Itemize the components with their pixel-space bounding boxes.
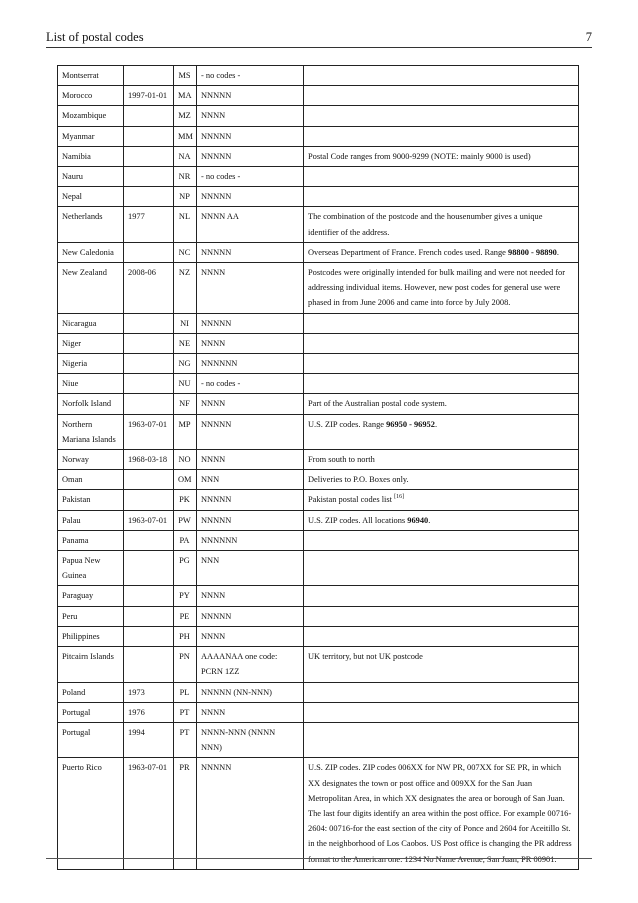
format-cell: NNN [197, 470, 304, 490]
table-row [58, 66, 579, 86]
date-cell [124, 187, 174, 207]
iso-code-cell: PE [174, 606, 197, 626]
notes-cell [304, 414, 579, 449]
country-cell: Niue [58, 374, 124, 394]
format-cell: NNNNN [197, 146, 304, 166]
country-cell: Philippines [58, 626, 124, 646]
notes-cell [304, 647, 579, 682]
iso-code-cell: NA [174, 146, 197, 166]
date-cell [124, 66, 174, 86]
iso-code-cell: NZ [174, 263, 197, 314]
country-cell: Nigeria [58, 354, 124, 374]
country-cell: Palau [58, 510, 124, 530]
format-cell: NNNNN [197, 606, 304, 626]
iso-code-cell: NC [174, 242, 197, 262]
country-cell: Pakistan [58, 490, 124, 510]
date-cell [124, 354, 174, 374]
format-cell: NNNNN [197, 490, 304, 510]
table-row [58, 313, 579, 333]
country-cell: Nauru [58, 167, 124, 187]
notes-text: Deliveries to P.O. Boxes only. [308, 475, 409, 485]
country-cell: Montserrat [58, 66, 124, 86]
iso-code-cell: PH [174, 626, 197, 646]
country-cell: Northern Mariana Islands [58, 414, 124, 449]
format-cell: NNNN [197, 333, 304, 353]
format-cell: NNNN [197, 394, 304, 414]
notes-cell [304, 530, 579, 550]
table-row [58, 126, 579, 146]
format-cell: NNNNN [197, 187, 304, 207]
table-row [58, 626, 579, 646]
notes-suffix: . [428, 515, 431, 525]
notes-text: Postal Code ranges from 9000-9299 (NOTE: mainly 9000 is used) [308, 151, 531, 161]
iso-code-cell: PA [174, 530, 197, 550]
notes-suffix: . [434, 419, 438, 429]
page-header [46, 30, 592, 46]
table-row [58, 167, 579, 187]
format-cell: NNNN [197, 586, 304, 606]
notes-cell [304, 702, 579, 722]
iso-code-cell: NF [174, 394, 197, 414]
country-cell: Myanmar [58, 126, 124, 146]
date-cell [124, 606, 174, 626]
format-cell: NNNNN [197, 313, 304, 333]
format-cell: NNNN [197, 263, 304, 314]
notes-text: The combination of the postcode and the housenumber gives a unique identifier of the address. [308, 212, 543, 237]
notes-cell [304, 263, 579, 314]
iso-code-cell: PR [174, 758, 197, 869]
table-row [58, 470, 579, 490]
format-cell: NNNN [197, 702, 304, 722]
table-row [58, 606, 579, 626]
notes-cell [304, 66, 579, 86]
notes-range: 96940 [407, 515, 429, 525]
format-cell: - no codes - [197, 66, 304, 86]
date-cell [124, 167, 174, 187]
format-cell: NNNNN [197, 414, 304, 449]
table-row [58, 551, 579, 586]
iso-code-cell: MS [174, 66, 197, 86]
country-cell: Nicaragua [58, 313, 124, 333]
table-body [58, 66, 579, 870]
format-cell: NNNN [197, 626, 304, 646]
table-row [58, 187, 579, 207]
notes-cell [304, 490, 579, 510]
date-cell [124, 374, 174, 394]
notes-text: UK territory, but not UK postcode [308, 652, 423, 662]
country-cell: Mozambique [58, 106, 124, 126]
table-row [58, 394, 579, 414]
notes-text: Postcodes were originally intended for bulk mailing and were not needed for addressing individual items. However, new post codes for general use were phased in from June 2006 and came into force by July 2008. [308, 268, 565, 308]
table-row [58, 450, 579, 470]
iso-code-cell: PL [174, 682, 197, 702]
iso-code-cell: NG [174, 354, 197, 374]
table-row [58, 586, 579, 606]
table-row [58, 647, 579, 682]
notes-cell [304, 470, 579, 490]
iso-code-cell: NR [174, 167, 197, 187]
notes-cell [304, 313, 579, 333]
notes-range: 98800 - 98890 [508, 247, 557, 257]
country-cell: Namibia [58, 146, 124, 166]
table-row [58, 490, 579, 510]
notes-cell [304, 510, 579, 530]
table-row [58, 702, 579, 722]
format-cell: NNNNNN [197, 530, 304, 550]
notes-cell [304, 722, 579, 757]
country-cell: Norway [58, 450, 124, 470]
format-cell: NNNNN [197, 86, 304, 106]
iso-code-cell: PN [174, 647, 197, 682]
country-cell: Pitcairn Islands [58, 647, 124, 682]
notes-cell [304, 606, 579, 626]
date-cell: 1963-07-01 [124, 414, 174, 449]
notes-cell [304, 207, 579, 242]
date-cell [124, 530, 174, 550]
iso-code-cell: NE [174, 333, 197, 353]
date-cell: 1976 [124, 702, 174, 722]
date-cell: 1977 [124, 207, 174, 242]
notes-cell [304, 374, 579, 394]
notes-cell [304, 586, 579, 606]
date-cell [124, 626, 174, 646]
iso-code-cell: NL [174, 207, 197, 242]
iso-code-cell: NU [174, 374, 197, 394]
table-row [58, 146, 579, 166]
country-cell: Panama [58, 530, 124, 550]
format-cell: - no codes - [197, 374, 304, 394]
date-cell: 2008-06 [124, 263, 174, 314]
notes-cell [304, 187, 579, 207]
format-cell: - no codes - [197, 167, 304, 187]
table-row [58, 530, 579, 550]
table-row [58, 374, 579, 394]
iso-code-cell: PY [174, 586, 197, 606]
notes-range: 96950 - 96952 [386, 419, 435, 429]
notes-text: From south to north [308, 455, 375, 465]
table-row [58, 682, 579, 702]
notes-cell [304, 626, 579, 646]
country-cell: Niger [58, 333, 124, 353]
table-row [58, 207, 579, 242]
country-cell: Papua New Guinea [58, 551, 124, 586]
notes-text: U.S. ZIP codes. ZIP codes 006XX for NW PR, 007XX for SE PR, in which XX designates the town or post office and 009XX for the San Juan Metropolitan Area, in which XX designates the area or borough of San Juan. The last four digits identify an area within the post office. For example 00716-2604: 00716-for the east section of the city of Ponce and 2604 for Aceitillo St. in the neighborhood of Los Caobos. US Post office is changing the PR address format to the American one: 1234 No Name Avenue, San Juan, PR 00901. [308, 763, 572, 864]
notes-cell [304, 551, 579, 586]
format-cell: NNNNN (NN-NNN) [197, 682, 304, 702]
iso-code-cell: MA [174, 86, 197, 106]
notes-text: Part of the Australian postal code system. [308, 399, 447, 409]
country-cell: Portugal [58, 702, 124, 722]
table-row [58, 758, 579, 869]
notes-text: Overseas Department of France. French codes used. Range [308, 247, 508, 257]
format-cell: NNNNN [197, 510, 304, 530]
country-cell: Oman [58, 470, 124, 490]
iso-code-cell: PK [174, 490, 197, 510]
reference-link[interactable]: [16] [394, 494, 405, 501]
date-cell [124, 470, 174, 490]
date-cell: 1968-03-18 [124, 450, 174, 470]
format-cell: NNNN [197, 106, 304, 126]
date-cell [124, 586, 174, 606]
country-cell: Paraguay [58, 586, 124, 606]
format-cell: NNNNN [197, 242, 304, 262]
date-cell [124, 490, 174, 510]
iso-code-cell: NO [174, 450, 197, 470]
country-cell: Portugal [58, 722, 124, 757]
notes-text: U.S. ZIP codes. All locations [308, 515, 408, 525]
postal-codes-table [57, 65, 579, 870]
date-cell: 1963-07-01 [124, 758, 174, 869]
footer-rule [46, 858, 592, 859]
iso-code-cell: MZ [174, 106, 197, 126]
iso-code-cell: MP [174, 414, 197, 449]
table-row [58, 333, 579, 353]
date-cell: 1973 [124, 682, 174, 702]
iso-code-cell: PT [174, 722, 197, 757]
country-cell: Norfolk Island [58, 394, 124, 414]
country-cell: New Zealand [58, 263, 124, 314]
table-row [58, 263, 579, 314]
date-cell [124, 126, 174, 146]
format-cell: NNNNN [197, 126, 304, 146]
format-cell: NNNNN [197, 758, 304, 869]
iso-code-cell: PW [174, 510, 197, 530]
date-cell [124, 106, 174, 126]
iso-code-cell: PG [174, 551, 197, 586]
table-row [58, 722, 579, 757]
format-cell: AAAANAA one code: PCRN 1ZZ [197, 647, 304, 682]
notes-cell [304, 126, 579, 146]
notes-cell [304, 394, 579, 414]
notes-cell [304, 146, 579, 166]
country-cell: Netherlands [58, 207, 124, 242]
date-cell [124, 313, 174, 333]
date-cell [124, 551, 174, 586]
iso-code-cell: PT [174, 702, 197, 722]
country-cell: Morocco [58, 86, 124, 106]
running-title: List of postal codes [46, 30, 144, 44]
notes-cell [304, 682, 579, 702]
country-cell: Peru [58, 606, 124, 626]
notes-cell [304, 450, 579, 470]
notes-cell [304, 242, 579, 262]
iso-code-cell: MM [174, 126, 197, 146]
country-cell: Poland [58, 682, 124, 702]
country-cell: Nepal [58, 187, 124, 207]
table-row [58, 354, 579, 374]
table-row [58, 510, 579, 530]
table-row [58, 106, 579, 126]
notes-cell [304, 758, 579, 869]
notes-cell [304, 354, 579, 374]
date-cell [124, 146, 174, 166]
header-rule [46, 47, 592, 48]
iso-code-cell: NI [174, 313, 197, 333]
iso-code-cell: NP [174, 187, 197, 207]
notes-cell [304, 86, 579, 106]
notes-text: U.S. ZIP codes. Range [308, 419, 387, 429]
table-row [58, 86, 579, 106]
notes-suffix: . [556, 247, 559, 257]
date-cell [124, 394, 174, 414]
format-cell: NNNN AA [197, 207, 304, 242]
iso-code-cell: OM [174, 470, 197, 490]
format-cell: NNNNNN [197, 354, 304, 374]
country-cell: New Caledonia [58, 242, 124, 262]
notes-cell [304, 333, 579, 353]
notes-cell [304, 106, 579, 126]
date-cell: 1997-01-01 [124, 86, 174, 106]
date-cell [124, 647, 174, 682]
date-cell [124, 333, 174, 353]
date-cell: 1994 [124, 722, 174, 757]
format-cell: NNNN [197, 450, 304, 470]
page-number: 7 [585, 30, 592, 44]
format-cell: NNN [197, 551, 304, 586]
country-cell: Puerto Rico [58, 758, 124, 869]
format-cell: NNNN-NNN (NNNN NNN) [197, 722, 304, 757]
notes-cell [304, 167, 579, 187]
date-cell: 1963-07-01 [124, 510, 174, 530]
date-cell [124, 242, 174, 262]
table-row [58, 414, 579, 449]
table-row [58, 242, 579, 262]
notes-text: Pakistan postal codes list [308, 495, 395, 505]
